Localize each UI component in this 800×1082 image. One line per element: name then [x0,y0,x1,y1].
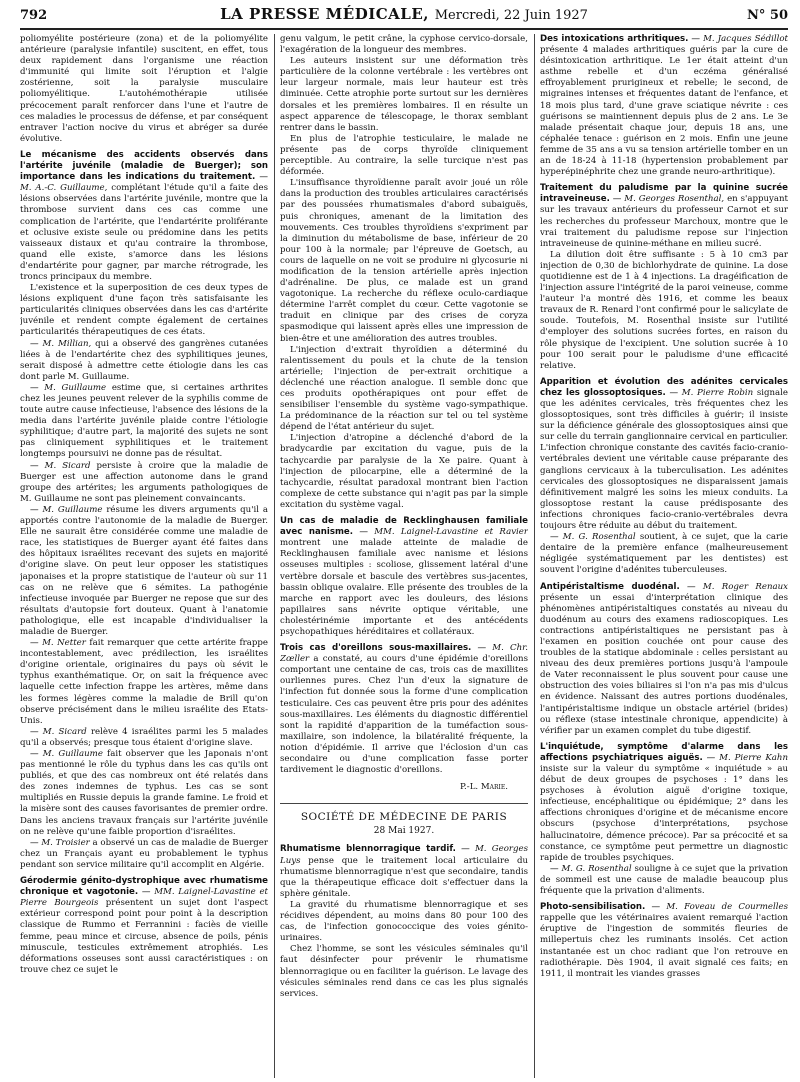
column-3 [540,34,788,1078]
author: — M. Georges Luys [280,844,528,866]
author: — M. Guillaume [30,504,103,515]
comment-troisier [20,838,268,871]
article-adenites [540,377,788,532]
article-text: présente un essai d'interprétation clinique des phénomènes antipéristaltiques constatés au niveau du duodénum au cours des examens radioscopiques. Les contractions antipéristaltiques ne persistant pas à l'examen en position couchée ont pour cause des troubles de la statique abdominale : celles persistant au niveau des deux premières portions jusqu'à l'ampoule de Vater reconnaissent le plus souvent pour cause une obstruction des voies biliaires si l'on n'a pas mis d'ulcus en évidence. Naissant des autres portions duodénales, l'antipéristaltisme indique un obstacle artériel (brides) ou réflexe (stase intestinale chronique, appendicite) à vérifier par un examen complet du tube digestif. [540,592,788,736]
article-text: en s'appuyant sur les travaux antérieurs du professeur Carnot et sur les recherches du professeur Marchoux, montre que le vrai traitement du paludisme repose sur l'injection intraveineuse de quinine-méthane en milieu sucré. [540,194,788,249]
article-photosensibilisation [540,902,788,980]
article-title: Antipéristaltisme duodénal. [540,581,680,592]
paragraph: genu valgum, le petit crâne, la cyphose cervico-dorsale, l'exagération de la longueur des membres. [280,34,528,56]
column-1 [20,34,268,1078]
article-text: signale que les adénites cervicales, très fréquentes chez les glossoptosiques, sont très difficiles à guérir; il insiste sur la déficience générale des glossoptosiques ainsi que sur celle du terrain ganglionnaire cervical en particulier. L'infection chronique constante des cavités facio-cranio-vertébrales devient une véritable cause préparante des ganglions cervicaux à la tuberculisation. Les adénites cervicales des glossoptosiques ne disparaissent jamais définitivement malgré les soins les mieux conduits. La glossoptose restant la cause prédisposante des infections chroniques facio-cranio-vertébrales devra toujours être réduite au début du traitement. [540,387,788,532]
article-title: Des intoxications arthritiques. [540,34,689,44]
article-title: Photo-sensibilisation. [540,902,646,913]
author: — M. Roger Renaux [687,581,788,592]
paragraph: L'existence et la superposition de ces deux types de lésions expliquent d'une façon très satisfaisante les particularités cliniques observées dans les cas d'artérite juvénile et rendent compte également de certaines particularités thérapeutiques de ces états. [20,283,268,338]
issue-date: Mercredi, 22 Juin 1927 [434,8,588,23]
author: — M. Jacques Sédillot [691,34,788,44]
author: — M. Millian, [30,338,92,349]
author: — M. Georges Rosenthal, [612,194,725,205]
author: — MM. Laignel-Lavastine et Ravier [359,527,528,538]
comment-text: souligne à ce sujet que la privation de sommeil est une cause de maladie beaucoup plus fréquente que la privation d'aliments. [540,863,788,897]
author: — M. Guillaume [30,382,107,393]
comment-text: relève 4 israélites parmi les 5 malades qu'il a observés; presque tous étaient d'origine slave. [20,726,268,748]
article-antiperistaltisme [540,582,788,737]
author: — MM. Laignel-Lavastine et Pierre Bourgeois [20,887,268,909]
comment-sicard [20,461,268,505]
article-title: Rhumatisme blennorragique tardif. [280,844,456,855]
article-buerger [20,150,268,283]
section-heading: SOCIÉTÉ DE MÉDECINE DE PARIS [280,803,528,823]
article-text: a constaté, au cours d'une épidémie d'oreillons comportant une centaine de cas, trois cas de maxillites ourliennes pures. Chez l'un d'eux la signature de l'infection fut donnée sous la forme d'une complication testiculaire. Ces cas peuvent être pris pour des adénites sous-maxillaires. Les éléments du diagnostic différentiel sont la rapidité d'apparition de la tuméfaction sous-maxillaire, son indolence, la bilatéralité fréquente, la notion d'épidémie. Il arrive que l'éclosion d'un cas secondaire ou d'une complication fasse porter tardivement le diagnostic d'oreillons. [280,654,528,776]
comment-sicard [20,727,268,749]
article-title: Gérodermie génito-dystrophique avec rhumatisme chronique et vagotonie. [20,876,268,898]
author: — M. Sicard [30,460,91,471]
article-text: insiste sur la valeur du symptôme « inquiétude » au début de deux groupes de psychoses : 1° dans les psychoses à évolution aiguë d'origine toxique, infectieuse, encéphalitique ou épidémique; 2° dans les affections chroniques d'origine et de mécanisme encore obscurs (psychose d'interprétations, psychose hallucinatoire, démence précoce). Par sa précocité et sa constance, ce symptôme peut permettre un diagnostic rapide de troubles psychiques. [540,764,788,863]
author: — M. Pierre Kahn [706,752,788,763]
header-rule [20,28,788,30]
column-divider [274,34,275,1078]
comment-text: qui a observé des gangrènes cutanées liées à de l'endartérite chez des syphilitiques jeunes, serait disposé à admettre cette étiologie dans les cas dont parle M. Guillaume. [20,338,268,382]
comment-text: estime que, si certaines arthrites chez les jeunes peuvent relever de la syphilis comme de toute autre cause infectieuse, l'absence des lésions de la media dans l'artérite juvénile plaide contre l'étiologie syphilitique; d'autre part, la majorité des sujets ne sont pas cliniquement syphilitiques et le traitement longtemps poursuivi ne donne pas de résultat. [20,382,268,460]
comment-rosenthal [540,864,788,897]
journal-name: LA PRESSE MÉDICALE, [220,5,430,23]
page-header [20,5,788,27]
comment-guillaume [20,749,268,838]
journal-title [20,5,788,23]
article-recklinghausen [280,516,528,638]
article-title: Trois cas d'oreillons sous-maxillaires. [280,643,472,654]
comment-text: résume les divers arguments qu'il a apportés contre l'autonomie de la maladie de Buerger. Elle ne saurait être considérée comme une maladie de race, les statistiques de Buerger ayant été faites dans des hôpitaux israélites recevant des sujets en majorité d'origine slave. On peut leur opposer les statistiques japonaises et la propre statistique de l'auteur où sur 11 cas on ne relève que 6 sémites. La pathogénie infectieuse invoquée par Buerger ne repose que sur des résultats d'autopsie fort douteux. Quant à l'anatomie pathologique, elle est incapable d'individualiser la maladie de Buerger. [20,504,268,637]
article-text: présente 4 malades arthritiques guéris par la cure de désintoxication arthritique. Le 1er était atteint d'un asthme rebelle et d'un eczéma généralisé effroyablement prurigineux et rebelle; le second, de migraines intenses et fréquentes datant de l'enfance, et 18 mois plus tard, d'une grave sciatique névrite : ces guérisons se maintiennent depuis plus de 2 ans. Le 3e malade présentait chaque jour, depuis 18 ans, une céphalée tenace : guérison en 2 mois. Enfin une jeune femme de 35 ans a vu sa tension artérielle tomber en un an de 18-24 à 11-18 (hypertension probablement par hyperépinéphrite chez une grande neuro-arthritique). [540,45,788,178]
article-title: L'inquiétude, symptôme d'alarme dans les affections psychiatriques aiguës. [540,741,788,763]
paragraph: La gravité du rhumatisme blennorragique et ses récidives dépendent, au moins dans 80 pour 100 des cas, de l'infection gonococcique des voies génito-urinaires. [280,899,528,944]
comment-text: soutient, à ce sujet, que la carie dentaire de la première enfance (malheureusement négligée systématiquement par les dentistes) est souvent l'origine d'adénites tuberculeuses. [540,532,788,576]
author: — M. A.-C. Guillaume, [20,172,268,194]
page-number: 792 [20,8,48,23]
section-date: 28 Mai 1927. [373,826,435,837]
paragraph: L'injection d'extrait thyroïdien a déterminé du ralentissement du pouls et la chute de la tension artérielle; l'injection de per-extrait orchitique a déclenché une réaction analogue. Il semble donc que ces produits opothérapiques ont pour effet de sensibiliser l'ensemble du système vago-sympathique. La prédominance de la réaction sur tel ou tel système dépend de l'état antérieur du sujet. [280,344,528,433]
signature: P.-L. Marie. [460,782,508,793]
comment-text: fait remarquer que cette artérite frappe incontestablement, avec prédilection, les israélites d'origine orientale, originaires du pays où sévit le typhus exanthématique. Or, on sait la fréquence avec laquelle cette infection frappe les artères, même dans les formes légères comme la maladie de Brill qu'on observe précisément dans le milieu israélite des Etats-Unis. [20,638,268,726]
article-text: présentent un sujet dont l'aspect extérieur correspond point pour point à la description classique de Rummo et Ferrannini : faciès de vieille femme, peau mince et circuse, absence de poils, pénis minuscule, testicules extrêmement atrophiés. Les déformations osseuses sont aussi caractéristiques : on trouve chez ce sujet le [20,898,268,975]
article-text: pense que le traitement local articulaire du rhumatisme blennorragique n'est que secondaire, tandis que la thérapeutique efficace doit s'effectuer dans la sphère génitale. [280,855,528,899]
article-oreillons [280,643,528,776]
author: — M. Troisier [30,837,90,848]
comment-text: persiste à croire que la maladie de Buerger est une affection autonome dans le grand groupe des artérites; les arguments pathologiques de M. Guillaume ne sont pas pleinement convaincants. [20,460,268,504]
article-rhumatisme [280,844,528,899]
author: — M. G. Rosenthal [550,532,636,543]
paragraph: Les auteurs insistent sur une déformation très particulière de la colonne vertébrale : les vertèbres ont leur largeur normale, mais leur hauteur est très diminuée. Cette atrophie porte surtout sur les dernières dorsales et les premières lombaires. Il en résulte un aspect apparence de télescopage, le thorax semblant rentrer dans le bassin. [280,56,528,133]
author: — M. Pierre Robin [669,387,754,398]
paragraph: L'insuffisance thyroïdienne paraît avoir joué un rôle dans la production des troubles articulaires caractérisés par des poussées rhumatismales d'abord subaiguës, puis chroniques, amenant de la limitation des mouvements. Ces troubles thyroïdiens s'expriment par la diminution du métabolisme de base, inférieur de 20 pour 100 à la normale; par l'épreuve de Goetsch, au cours de laquelle on ne voit se produire ni glycosurie ni modification de la tension artérielle après injection d'adrénaline. De plus, ce malade est un grand vagotonique. La recherche du réflexe oculo-cardiaque détermine l'arrêt complet du cœur. Cette vagotonie se traduit en clinique par des crises de coryza spasmodique qui laissent après elles une impression de bien-être et une amélioration des autres troubles. [280,178,528,344]
paragraph: L'injection d'atropine a déclenché d'abord de la bradycardie par excitation du vague, puis de la tachycardie par paralysie de la Xe paire. Quant à l'injection de pilocarpine, elle a déterminé de la tachycardie, résultat paradoxal montrant bien l'action complexe de cette substance qui n'agit pas par la simple excitation du système vagal. [280,433,528,510]
comment-guillaume [20,383,268,461]
paragraph: poliomyélite postérieure (zona) et de la poliomyélite antérieure (paralysie infantile) suscitent, en effet, tous deux rapidement dans l'organisme une réaction d'immunité qui limite soit l'éruption et l'algie zostérienne, soit la paralysie musculaire poliomyélitique. L'autohémothérapie utilisée précocement paraît renforcer dans l'une et l'autre de ces maladies le processus de défense, et par conséquent entraver l'action nocive du virus et abréger sa durée évolutive. [20,34,268,144]
article-text: montrent une malade atteinte de maladie de Recklinghausen familiale avec nanisme et lésions osseuses multiples : scoliose, glissement latéral d'une vertèbre dorsale et bascule des vertèbres sus-jacentes, bassin oblique ovalaire. Elle présente des troubles de la marche en rapport avec les douleurs, des lésions papillaires sans névrite optique véritable, une cholestérinémie importante et des antécédents psychopathiques héréditaires et collatéraux. [280,538,528,637]
author: — M. Guillaume [30,749,103,759]
comment-millian [20,339,268,383]
author: — M. Netter [30,638,86,649]
article-text: rappelle que les vétérinaires avaient remarqué l'action éruptive de l'ingestion de sommités fleuries de millepertuis chez les ruminants insolés. Cet action instantanée est un choc radiant que l'on retrouve en radiothérapie. Dès 1904, il avait signalé ces faits; en 1911, il montrait les viandes grasses [540,913,788,979]
author: — M. Foveau de Courmelles [651,902,788,913]
comment-guillaume [20,505,268,638]
article-title: Apparition et évolution des adénites cervicales chez les glossoptosiques. [540,376,788,398]
article-paludisme [540,183,788,250]
article-title: Un cas de maladie de Recklinghausen familiale avec nanisme. [280,516,528,538]
comment-text: fait observer que les Japonais n'ont pas mentionné le rôle du typhus dans les cas qu'ils ont publiés, et que des cas nombreux ont été relatés dans des zones indemnes de typhus. Les cas se sont multipliés en Russie depuis la grande famine. Le froid et la misère sont des causes favorisantes de premier ordre. Dans les anciens travaux français sur l'artérite juvénile on ne relève qu'une faible proportion d'israélites. [20,749,268,837]
author: — M. Chr. Zœller [280,643,528,665]
article-intoxications [540,34,788,178]
article-inquietude [540,742,788,864]
article-text: complétant l'étude qu'il a faite des lésions observées dans l'artérite juvénile, montre que la thrombose survient dans ces cas comme une complication de l'artérite, que l'endartérite proliférante et oclusive existe seule ou prédomine dans les petits vaisseaux distaux et qu'au contraire la thrombose, quand elle existe, s'amorce dans les lésions d'endartérite pour gagner, par marche rétrograde, les troncs principaux du membre. [20,183,268,282]
paragraph: Chez l'homme, se sont les vésicules séminales qu'il faut désinfecter pour prévenir le rhumatisme blennorragique ou en faciliter la guérison. Le lavage des vésicules séminales rend dans ce cas les plus signalés services. [280,944,528,999]
column-divider [534,34,535,1078]
article-title: Le mécanisme des accidents observés dans l'artérite juvénile (maladie de Buerger); son importance dans les indications du traitement. [20,149,268,183]
comment-netter [20,638,268,727]
comment-rosenthal [540,532,788,576]
paragraph: La dilution doit être suffisante : 5 à 10 cm3 par injection de 0,30 de bichlorhydrate de quinine. La dose quotidienne est de 1 à 4 injections. La dragéification de l'injection assure l'intégrité de la paroi veineuse, comme l'auteur l'a montré dès 1916, et comme les beaux travaux de R. Renard l'ont confirmé pour le salicylate de soude. Toutefois, M. Rosenthal insiste sur l'utilité d'employer des solutions sucrées fortes, en raison du rôle physique de l'excipient. Une solution sucrée à 10 pour 100 serait pour le paludisme d'une efficacité relative. [540,249,788,371]
column-2 [280,34,528,1078]
newspaper-page [20,0,788,1082]
author: — M. G. Rosenthal [550,863,632,874]
article-title: Traitement du paludisme par la quinine sucrée intraveineuse. [540,183,788,205]
article-gerodermie [20,876,268,976]
issue-number: N° 50 [747,8,788,23]
author: — M. Sicard [30,726,87,737]
paragraph: En plus de l'atrophie testiculaire, le malade ne présente pas de corps thyroïde cliniquement perceptible. Au contraire, la selle turcique n'est pas déformée. [280,133,528,178]
comment-text: a observé un cas de maladie de Buerger chez un Français ayant eu probablement le typhus pendant son service militaire qu'il accomplit en Algérie. [20,837,268,870]
